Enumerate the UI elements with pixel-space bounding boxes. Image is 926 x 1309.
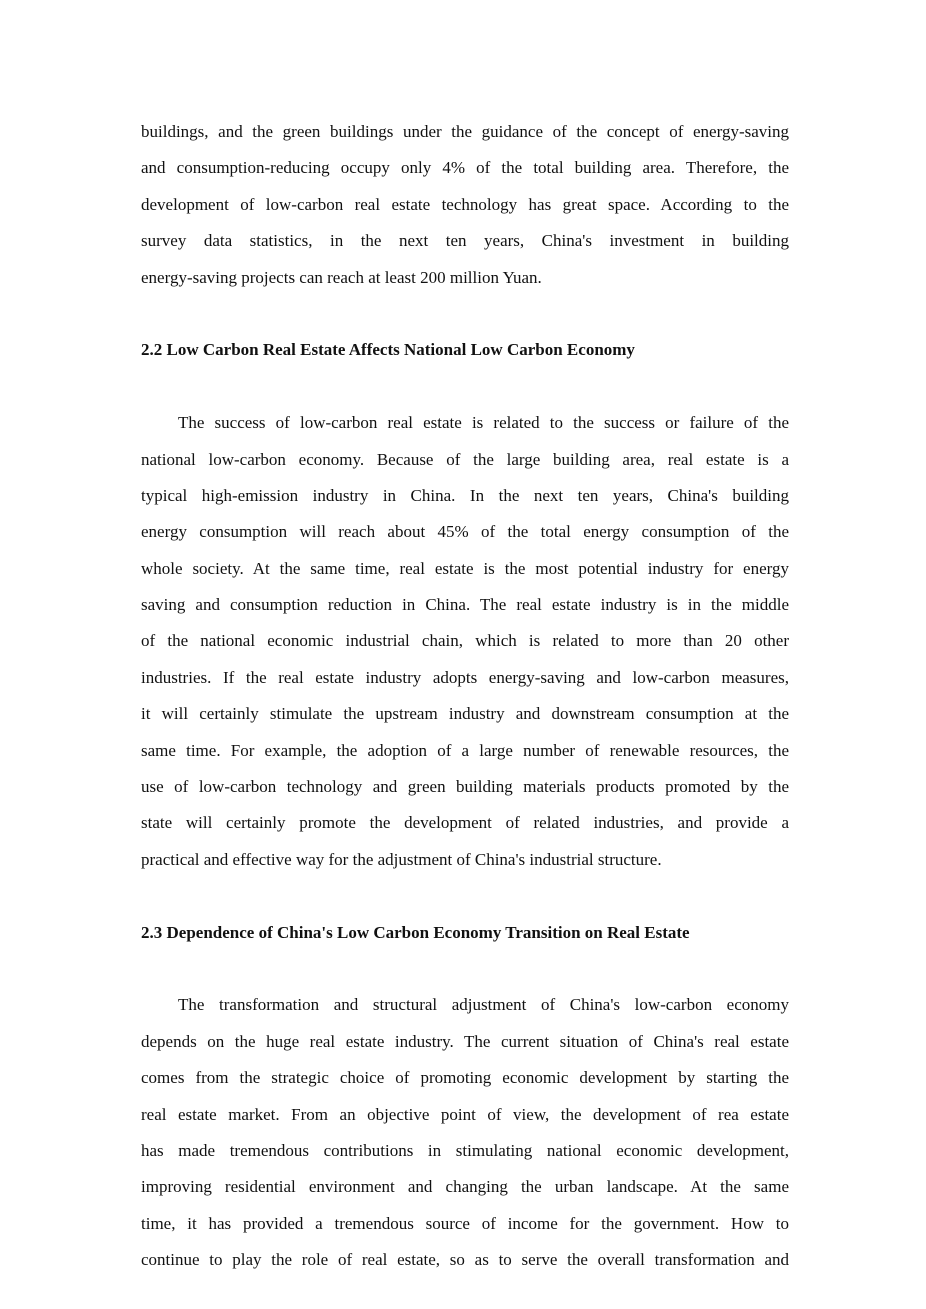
text-line: of the national economic industrial chain, which is related to more than 20 other <box>141 631 789 651</box>
paragraph <box>141 405 789 878</box>
paragraph-spacer <box>141 296 789 332</box>
paragraph-spacer <box>141 878 789 914</box>
text-line: state will certainly promote the development of related industries, and provide a <box>141 813 789 833</box>
text-line: same time. For example, the adoption of a large number of renewable resources, the <box>141 740 789 760</box>
document-page <box>141 114 789 1279</box>
text-line: energy-saving projects can reach at least 200 million Yuan. <box>141 267 542 287</box>
text-line: improving residential environment and changing the urban landscape. At the same <box>141 1177 789 1197</box>
text-line: typical high-emission industry in China. In the next ten years, China's building <box>141 485 789 505</box>
text-line: use of low-carbon technology and green building materials products promoted by the <box>141 777 789 797</box>
section-heading: 2.3 Dependence of China's Low Carbon Economy Transition on Real Estate <box>141 922 690 942</box>
section-heading: 2.2 Low Carbon Real Estate Affects National Low Carbon Economy <box>141 340 635 360</box>
text-line: depends on the huge real estate industry. The current situation of China's real estate <box>141 1031 789 1051</box>
text-line: saving and consumption reduction in China. The real estate industry is in the middle <box>141 595 789 615</box>
text-line: has made tremendous contributions in stimulating national economic development, <box>141 1140 789 1160</box>
text-line: comes from the strategic choice of promoting economic development by starting the <box>141 1068 789 1088</box>
text-line: national low-carbon economy. Because of the large building area, real estate is a <box>141 449 789 469</box>
text-line: real estate market. From an objective point of view, the development of rea estate <box>141 1104 789 1124</box>
text-line: it will certainly stimulate the upstream industry and downstream consumption at the <box>141 704 789 724</box>
text-line: and consumption-reducing occupy only 4% of the total building area. Therefore, the <box>141 158 789 178</box>
text-line: buildings, and the green buildings under the guidance of the concept of energy-saving <box>141 122 789 141</box>
text-line: The transformation and structural adjustment of China's low-carbon economy <box>178 995 789 1015</box>
paragraph-spacer <box>141 369 789 405</box>
text-line: energy consumption will reach about 45% of the total energy consumption of the <box>141 522 789 542</box>
text-line: whole society. At the same time, real estate is the most potential industry for energy <box>141 558 789 578</box>
text-line: survey data statistics, in the next ten years, China's investment in building <box>141 231 789 251</box>
text-line: development of low-carbon real estate technology has great space. According to the <box>141 194 789 214</box>
text-line: The success of low-carbon real estate is related to the success or failure of the <box>178 413 789 433</box>
paragraph <box>141 114 789 296</box>
paragraph-spacer <box>141 951 789 987</box>
text-line: practical and effective way for the adjustment of China's industrial structure. <box>141 849 662 869</box>
paragraph <box>141 987 789 1278</box>
text-line: continue to play the role of real estate, so as to serve the overall transformation and <box>141 1250 789 1270</box>
text-line: time, it has provided a tremendous source of income for the government. How to <box>141 1213 789 1233</box>
text-line: industries. If the real estate industry adopts energy-saving and low-carbon measures, <box>141 667 789 687</box>
